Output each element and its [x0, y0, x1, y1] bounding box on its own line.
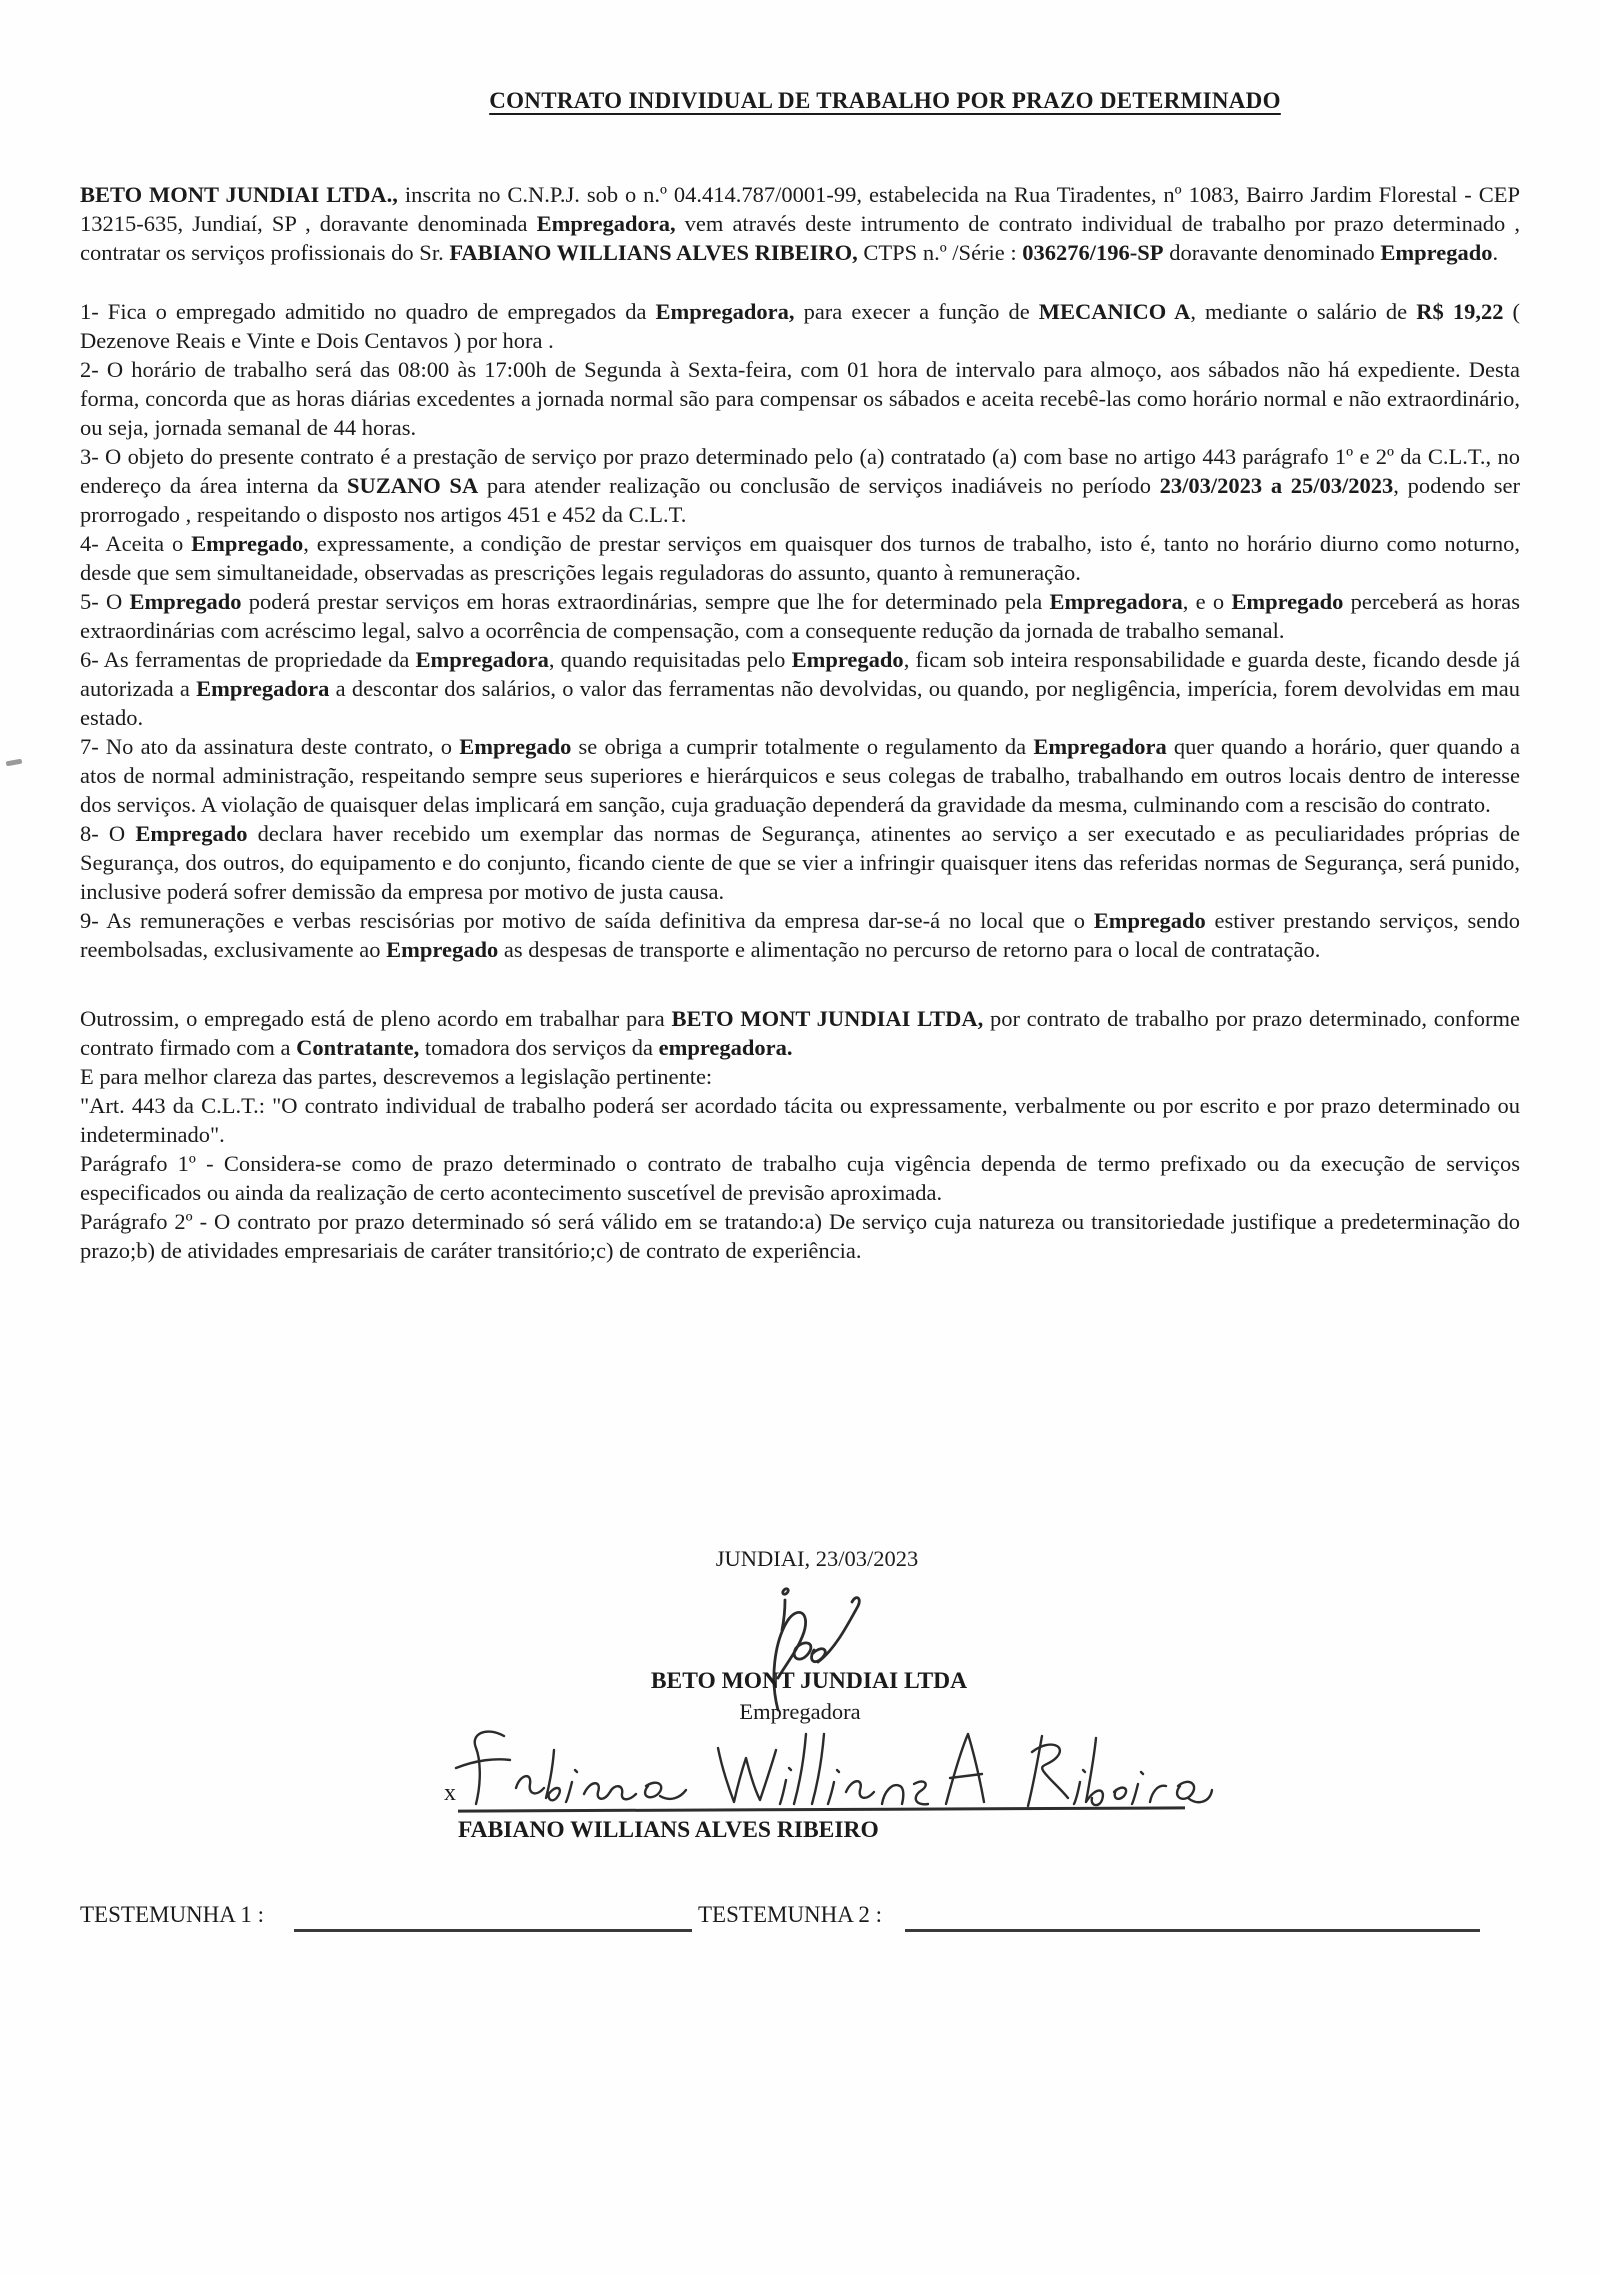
- contract-body: [80, 88, 1520, 1265]
- scan-artifact-dash: [6, 759, 23, 767]
- clause-8: 8- O Empregado declara haver recebido um exemplar das normas de Segurança, atinentes ao serviço a ser executado e as peculiaridades próprias de Segurança, dos outros, do equipamento e do conjunto, ficando ciente de que se vier a infringir quaisquer itens das referidas normas de Segurança, será punido, inclusive poderá sofrer demissão da empresa por motivo de justa causa.: [80, 821, 1520, 904]
- employer-printed-name: BETO MONT JUNDIAI LTDA: [650, 1668, 968, 1694]
- clause-3: 3- O objeto do presente contrato é a prestação de serviço por prazo determinado pelo (a) contratado (a) com base no artigo 443 parágrafo 1º e 2º da C.L.T., no endereço da área interna da SUZANO SA para atender realização ou conclusão de serviços inadiáveis no período 23/03/2023 a 25/03/2023, podendo ser prorrogado , respeitando o disposto nos artigos 451 e 452 da C.L.T.: [80, 444, 1520, 527]
- paragrafo-1: Parágrafo 1º - Considera-se como de prazo determinado o contrato de trabalho cuja vigência dependa de termo prefixado ou da execução de serviços especificados ou ainda da realização de certo acontecimento suscetível de previsão aproximada.: [80, 1151, 1520, 1205]
- clause-7: 7- No ato da assinatura deste contrato, o Empregado se obriga a cumprir totalmente o regulamento da Empregadora quer quando a horário, quer quando a atos de normal administração, respeitando sempre seus superiores e hierárquicos e seus colegas de trabalho, trabalhando em outros locais dentro de interesse dos serviços. A violação de quaisquer delas implicará em sanção, cuja graduação dependerá da gravidade da mesma, culminando com a rescisão do contrato.: [80, 734, 1521, 817]
- witness-1-signature-line: [294, 1929, 692, 1932]
- witness-2-label: TESTEMUNHA 2 :: [698, 1902, 882, 1927]
- witness-1-label: TESTEMUNHA 1 :: [80, 1902, 264, 1927]
- clause-4: 4- Aceita o Empregado, expressamente, a condição de prestar serviços em quaisquer dos turnos de trabalho, isto é, tanto no horário diurno como noturno, desde que sem simultaneidade, observadas as prescrições legais reguladoras do assunto, quanto à remuneração.: [80, 531, 1520, 585]
- witness-2-signature-line: [905, 1929, 1480, 1932]
- clause-5: 5- O Empregado poderá prestar serviços em horas extraordinárias, sempre que lhe for determinado pela Empregadora, e o Empregado perceberá as horas extraordinárias com acréscimo legal, salvo a ocorrência de compensação, com a consequente redução da jornada de trabalho semanal.: [80, 589, 1520, 643]
- closing-paragraph: Outrossim, o empregado está de pleno acordo em trabalhar para BETO MONT JUNDIAI LTDA, por contrato de trabalho por prazo determinado, conforme contrato firmado com a Contratante, tomadora dos serviços da empregadora.: [80, 1006, 1520, 1060]
- clause-6: 6- As ferramentas de propriedade da Empregadora, quando requisitadas pelo Empregado, ficam sob inteira responsabilidade e guarda deste, ficando desde já autorizada a Empregadora a descontar dos salários, o valor das ferramentas não devolvidas, ou quando, por negligência, imperícia, forem devolvidas em mau estado.: [80, 647, 1521, 730]
- document-title: CONTRATO INDIVIDUAL DE TRABALHO POR PRAZO DETERMINADO: [489, 88, 1281, 113]
- clause-1: 1- Fica o empregado admitido no quadro de empregados da Empregadora, para execer a função de MECANICO A, mediante o salário de R$ 19,22 ( Dezenove Reais e Vinte e Dois Centavos ) por hora .: [80, 299, 1521, 353]
- paragrafo-2: Parágrafo 2º - O contrato por prazo determinado só será válido em se tratando:a) De serviço cuja natureza ou transitoriedade justifique a predeterminação do prazo;b) de atividades empresariais de caráter transitório;c) de contrato de experiência.: [80, 1209, 1520, 1263]
- employer-role-label: Empregadora: [739, 1699, 861, 1724]
- clause-2: 2- O horário de trabalho será das 08:00 às 17:00h de Segunda à Sexta-feira, com 01 hora de intervalo para almoço, aos sábados não há expediente. Desta forma, concorda que as horas diárias excedentes a jornada normal são para compensar os sábados e aceita recebê-las como horário normal e não extraordinário, ou seja, jornada semanal de 44 horas.: [80, 357, 1520, 440]
- clarity-line: E para melhor clareza das partes, descrevemos a legislação pertinente:: [80, 1064, 713, 1089]
- intro-paragraph: BETO MONT JUNDIAI LTDA., inscrita no C.N.P.J. sob o n.º 04.414.787/0001-99, estabelecida na Rua Tiradentes, nº 1083, Bairro Jardim Florestal - CEP 13215-635, Jundiaí, SP , doravante denominada Empregadora, vem através deste intrumento de contrato individual de trabalho por prazo determinado , contratar os serviços profissionais do Sr. FABIANO WILLIANS ALVES RIBEIRO, CTPS n.º /Série : 036276/196-SP doravante denominado Empregado.: [80, 182, 1520, 265]
- art-443-quote: "Art. 443 da C.L.T.: "O contrato individual de trabalho poderá ser acordado tácita ou expressamente, verbalmente ou por escrito e por prazo determinado ou indeterminado".: [80, 1093, 1520, 1147]
- clause-9: 9- As remunerações e verbas rescisórias por motivo de saída definitiva da empresa dar-se-á no local que o Empregado estiver prestando serviços, sendo reembolsadas, exclusivamente ao Empregado as despesas de transporte e alimentação no percurso de retorno para o local de contratação.: [80, 908, 1520, 962]
- signature-x-mark: x: [444, 1780, 456, 1806]
- employee-printed-name: FABIANO WILLIANS ALVES RIBEIRO: [458, 1817, 879, 1843]
- city-date-line: JUNDIAI, 23/03/2023: [715, 1546, 919, 1571]
